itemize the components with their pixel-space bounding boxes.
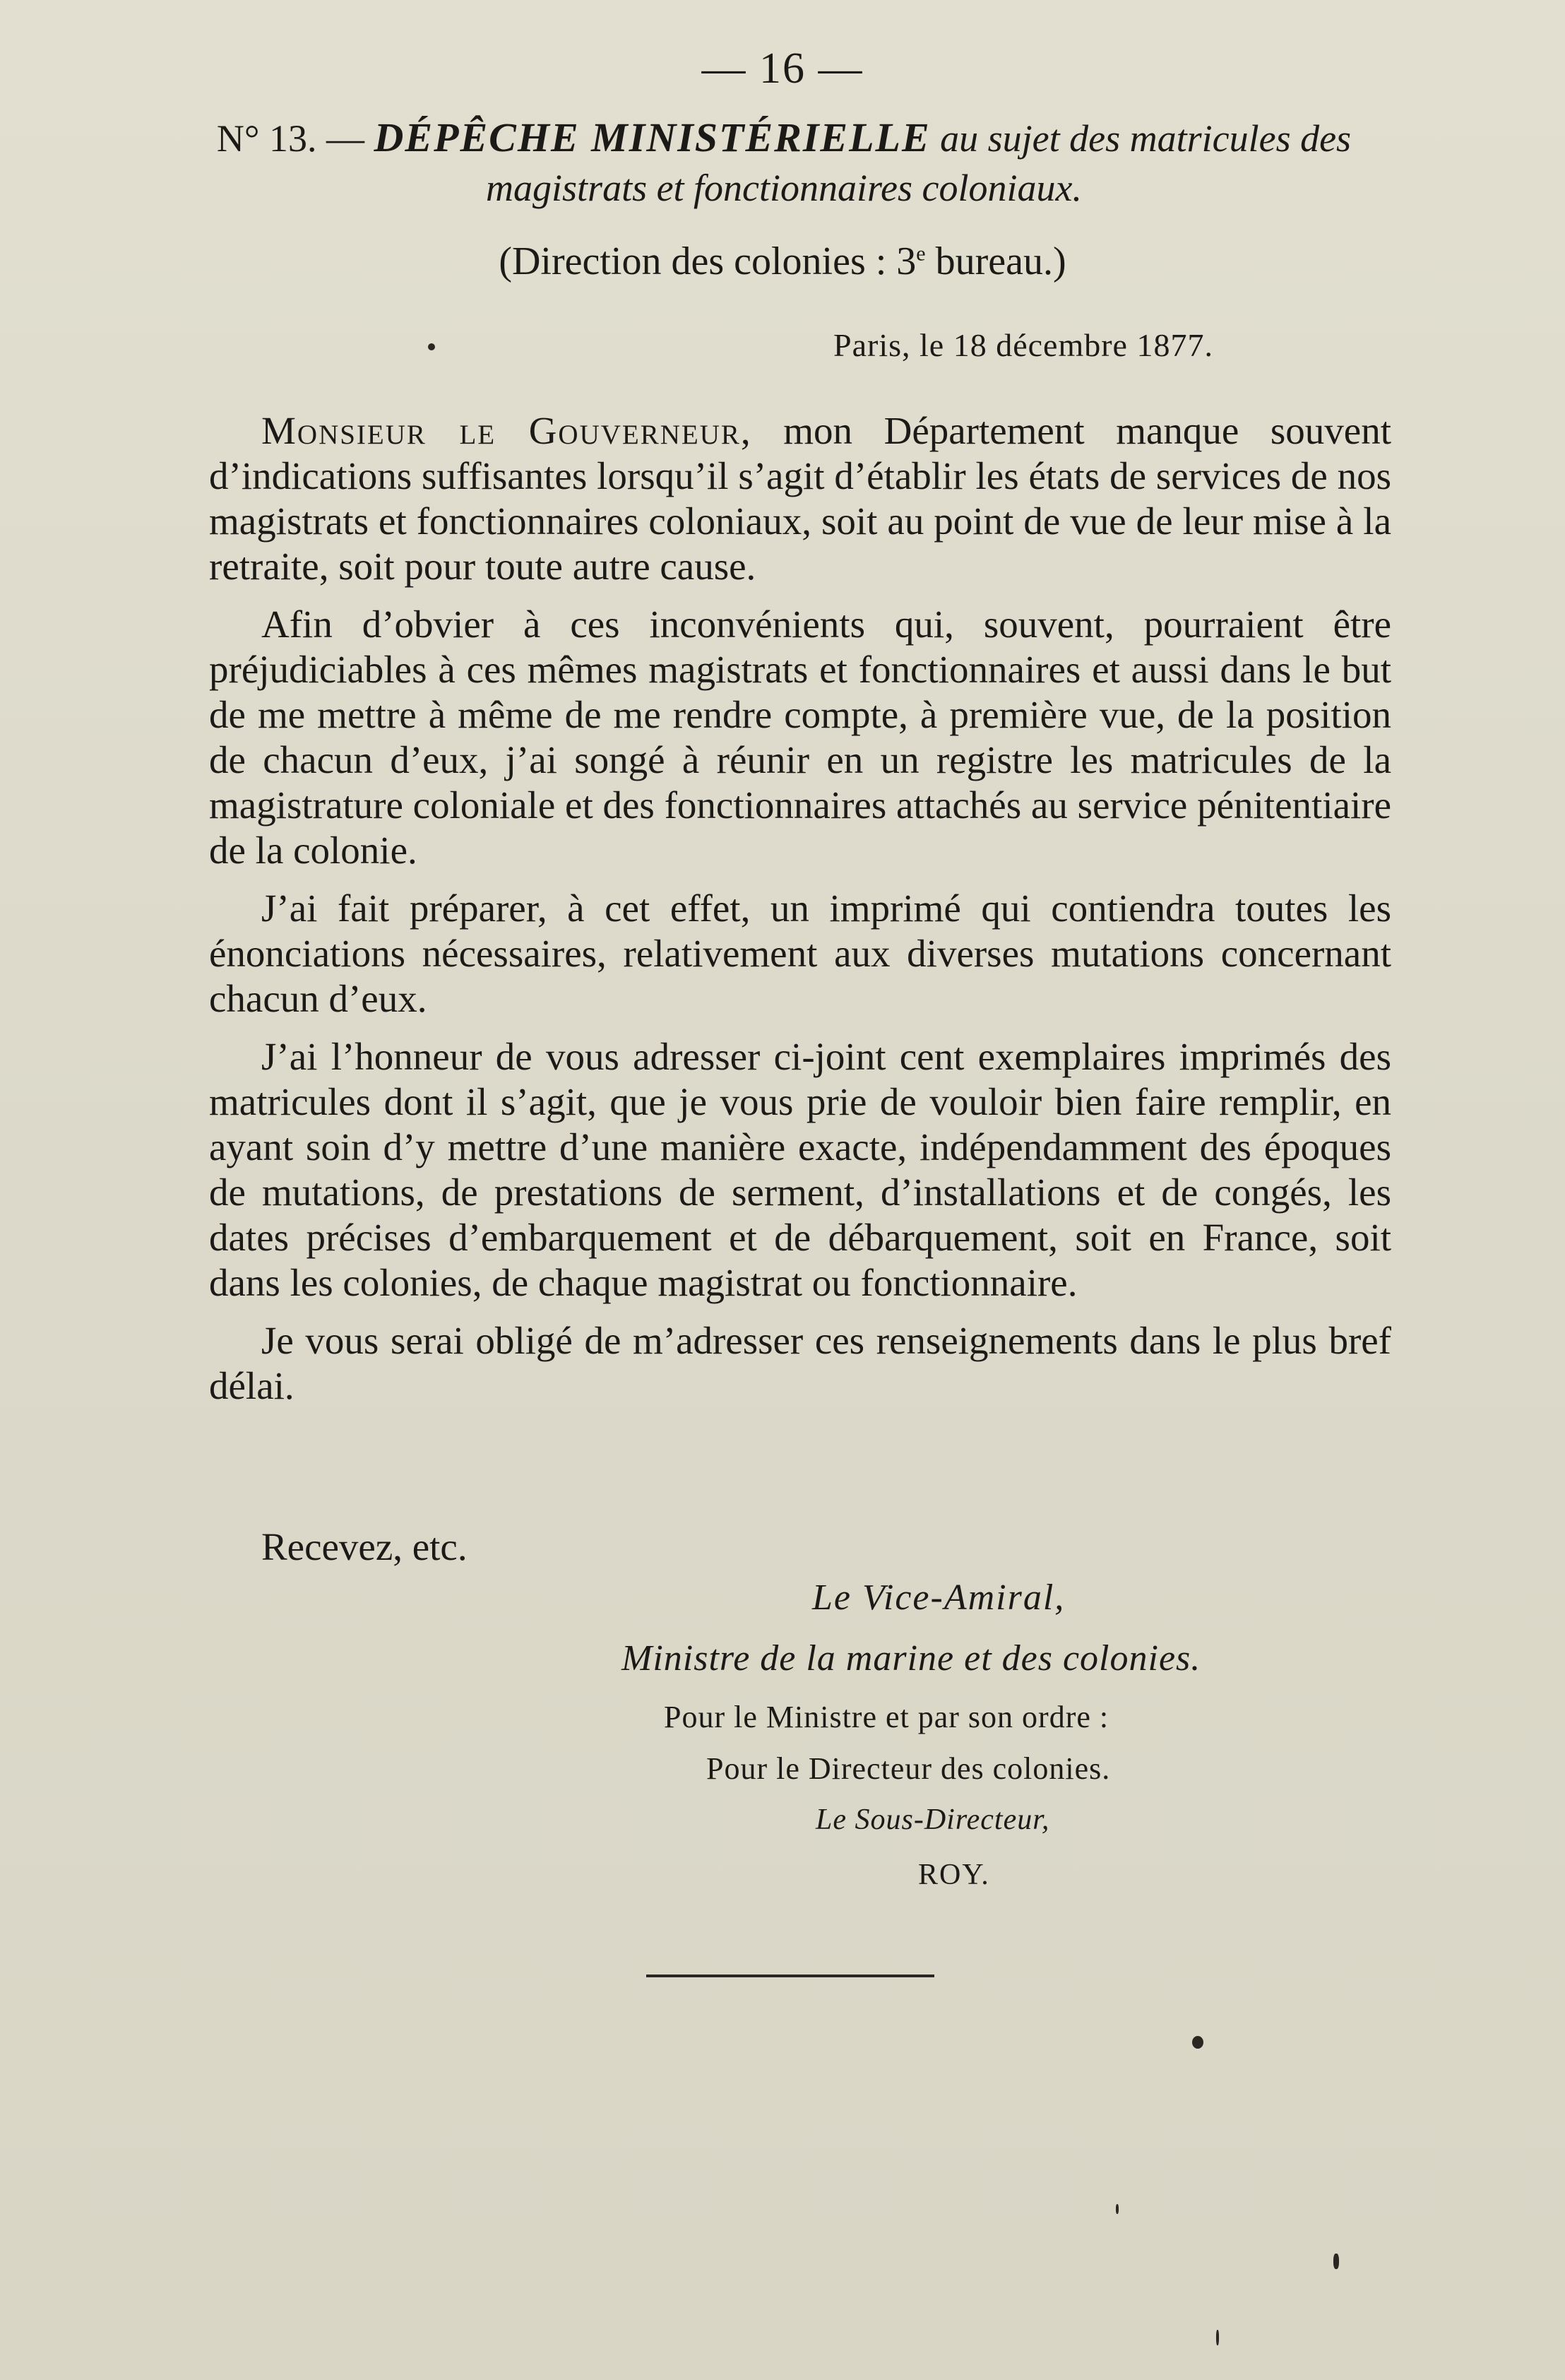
document-heading (212, 113, 1356, 213)
paragraph-4: J’ai l’honneur de vous adresser ci-joint cent exemplaires imprimés des matricules dont il s’agit, que je vous prie de vouloir bien faire remplir, en ayant soin d’y mettre d’une manière exacte, indépendamment des époques de mutations, de prestations de serment, d’installations et de congés, les dates précises d’embarquement et de débarquement, soit en France, soit dans les colonies, de chaque magistrat ou fonctionnaire. (209, 1035, 1391, 1304)
direction-text-end: bureau.) (925, 239, 1066, 283)
salutation: Monsieur le Gouverneur, (261, 409, 752, 452)
heading-title: DÉPÊCHE MINISTÉRIELLE (374, 114, 931, 160)
paragraph-1 (209, 408, 1391, 589)
letter-body (209, 408, 1391, 1421)
ink-speck (1333, 2254, 1339, 2269)
end-rule (646, 1975, 934, 1977)
direction-superscript: e (916, 242, 926, 266)
signature-office: Ministre de la marine et des colonies. (621, 1638, 1201, 1679)
paragraph-3: J’ai fait préparer, à cet effet, un imprimé qui contiendra toutes les énonciations nécessaires, relativement aux diverses mutations concernant chacun d’eux. (209, 887, 1391, 1020)
signature-delegation: Pour le Ministre et par son ordre : (664, 1700, 1109, 1734)
page-number: — 16 — (701, 45, 864, 93)
signature-direction: Pour le Directeur des colonies. (706, 1751, 1111, 1786)
direction-text: (Direction des colonies : 3 (499, 239, 917, 283)
dateline: Paris, le 18 décembre 1877. (833, 327, 1213, 363)
signature-subdirector: Le Sous-Directeur, (816, 1804, 1050, 1836)
paragraph-2: Afin d’obvier à ces inconvénients qui, souvent, pourraient être préjudiciables à ces mêmes magistrats et fonctionnaires et aussi dans le but de me mettre à même de me rendre compte, à première vue, de la position de chacun d’eux, j’ai songé à réunir en un registre les matricules de la magistrature coloniale et des fonctionnaires attachés au service pénitentiaire de la colonie. (209, 603, 1391, 872)
heading-subject: au sujet des matricules des magistrats et fonctionnaires coloniaux. (486, 117, 1352, 209)
paragraph-5: Je vous serai obligé de m’adresser ces renseignements dans le plus bref délai. (209, 1319, 1391, 1407)
ink-speck (1216, 2330, 1219, 2345)
ink-speck (1192, 2036, 1203, 2049)
ink-speck (428, 343, 435, 350)
closing-formula: Recevez, etc. (261, 1525, 468, 1568)
signature-name: ROY. (918, 1859, 990, 1891)
heading-number: N° 13. — (216, 117, 364, 160)
paragraph-1-text: mon Département manque souvent d’indications suffisantes lorsqu’il s’agit d’établir les états de services de nos magistrats et fonctionnaires coloniaux, soit au point de vue de leur mise à la retraite, soit pour toute autre cause. (209, 409, 1391, 588)
signature-title: Le Vice-Amiral, (812, 1577, 1066, 1618)
ink-speck (1116, 2204, 1119, 2214)
direction-line (0, 239, 1565, 284)
